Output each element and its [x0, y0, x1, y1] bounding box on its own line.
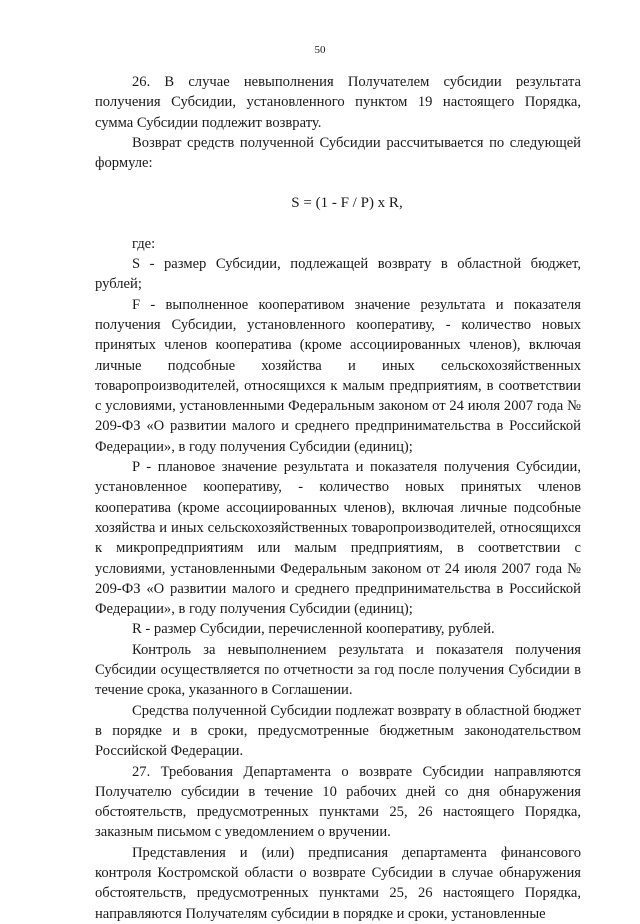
paragraph-financial-control: Представления и (или) предписания департамента финансового контроля Костромской области о возврате Субсидии в случае обнаружения обстоятельств, предусмотренных пунктами 25, 26 настоящего Порядка, направляются Получателям субсидии в порядке и сроки, установленные	[95, 844, 581, 922]
definition-r: R - размер Субсидии, перечисленной кооперативу, рублей.	[132, 621, 495, 638]
paragraph-clause-27: 27. Требования Департамента о возврате Субсидии направляются Получателю субсидии в течение 10 рабочих дней со дня обнаружения обстоятельств, предусмотренных пунктами 25, 26 настоящего Порядка, заказным письмом с уведомлением о вручении.	[95, 763, 581, 841]
paragraph-clause-26: 26. В случае невыполнения Получателем субсидии результата получения Субсидии, установленного пунктом 19 настоящего Порядка, сумма Субсидии подлежит возврату.	[95, 74, 581, 131]
document-body	[95, 72, 581, 924]
paragraph-control: Контроль за невыполнением результата и показателя получения Субсидии осуществляется по отчетности за год после получения Субсидии в течение срока, указанного в Соглашении.	[95, 641, 581, 699]
where-label: где:	[132, 235, 156, 252]
definition-p: P - плановое значение результата и показателя получения Субсидии, установленное кооперативу, - количество новых принятых членов кооператива (кроме ассоциированных членов), включая личные подсобные хозяйства и иных сельскохозяйственных товаропроизводителей, относящихся к микропредприятиям или малым предприятиям, в соответствии с условиями, установленными Федеральным законом от 24 июля 2007 года № 209-ФЗ «О развитии малого и среднего предпринимательства в Российской Федерации», в году получения Субсидии (единиц);	[95, 459, 581, 618]
definition-s: S - размер Субсидии, подлежащей возврату в областной бюджет, рублей;	[95, 256, 581, 293]
paragraph-formula-intro: Возврат средств полученной Субсидии рассчитывается по следующей формуле:	[95, 134, 581, 172]
paragraph-refund-budget: Средства полученной Субсидии подлежат возврату в областной бюджет в порядке и в сроки, предусмотренные бюджетным законодательством Российской Федерации.	[95, 702, 581, 760]
page-number: 50	[314, 44, 326, 56]
definition-f: F - выполненное кооперативом значение результата и показателя получения Субсидии, установленного кооперативу, - количество новых принятых членов кооператива (кроме ассоциированных членов), включая личные подсобные хозяйства и иных сельскохозяйственных товаропроизводителей, относящихся к малым предприятиям, в соответствии с условиями, установленными Федеральным законом от 24 июля 2007 года № 209-ФЗ «О развитии малого и среднего предпринимательства в Российской Федерации», в году получения Субсидии (единиц);	[95, 296, 581, 455]
refund-formula: S = (1 - F / P) x R,	[291, 195, 403, 212]
